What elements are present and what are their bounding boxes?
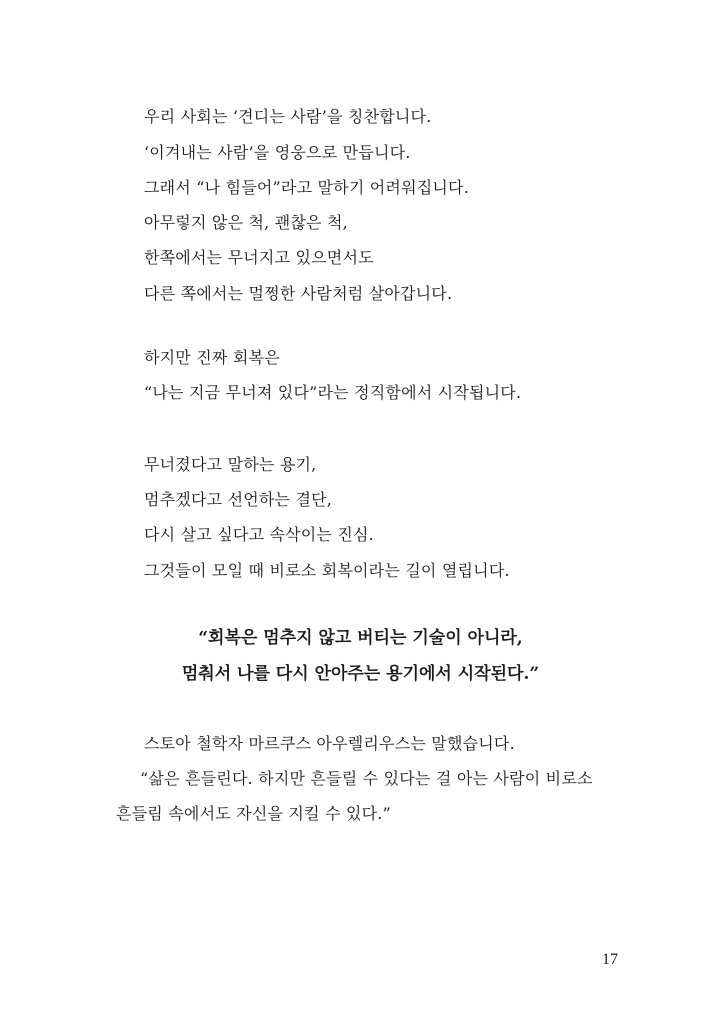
body-text-line: 그래서 “나 힘들어”라고 말하기 어려워집니다. <box>144 178 469 197</box>
body-text-line: “나는 지금 무너져 있다”라는 정직함에서 시작됩니다. <box>144 383 522 402</box>
pull-quote-line: 멈춰서 나를 다시 안아주는 용기에서 시작된다.” <box>181 664 540 684</box>
body-text-line: 우리 사회는 ‘견디는 사람’을 칭찬합니다. <box>144 107 432 126</box>
body-text-line: 스토아 철학자 마르쿠스 아우렐리우스는 말했습니다. <box>144 734 515 753</box>
body-text-line: “삶은 흔들린다. 하지만 흔들릴 수 있다는 걸 아는 사람이 비로소 <box>140 769 593 788</box>
page-number: 17 <box>602 951 618 968</box>
pull-quote-line: “회복은 멈추지 않고 버티는 기술이 아니라, <box>198 628 523 648</box>
body-text-line: 다른 쪽에서는 멀쩡한 사람처럼 살아갑니다. <box>144 284 453 303</box>
body-text-line: ‘이겨내는 사람’을 영웅으로 만듭니다. <box>144 143 411 162</box>
body-text-line: 무너졌다고 말하는 용기, <box>144 455 317 474</box>
body-text-line: 흔들림 속에서도 자신을 지킬 수 있다.” <box>116 804 391 823</box>
body-text-line: 멈추겠다고 선언하는 결단, <box>144 490 333 509</box>
body-text-line: 한쪽에서는 무너지고 있으면서도 <box>144 248 374 267</box>
body-text-line: 그것들이 모일 때 비로소 회복이라는 길이 열립니다. <box>144 561 510 580</box>
body-text-line: 다시 살고 싶다고 속삭이는 진심. <box>144 525 374 544</box>
body-text-line: 아무렇지 않은 척, 괜찮은 척, <box>144 213 348 232</box>
body-text-line: 하지만 진짜 회복은 <box>144 348 280 367</box>
